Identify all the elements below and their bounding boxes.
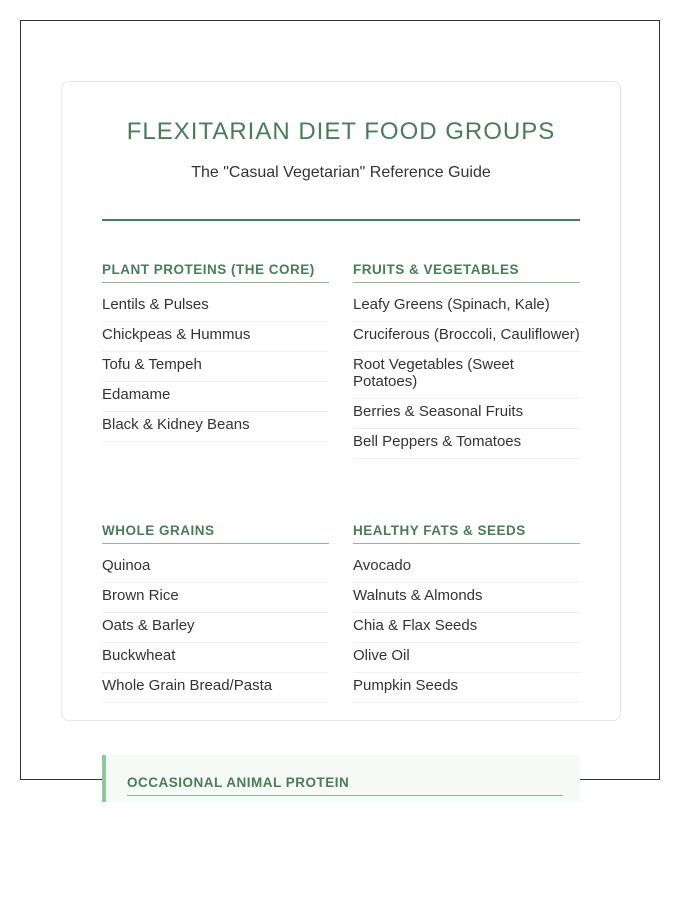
list-item: Berries & Seasonal Fruits: [353, 399, 580, 429]
food-list: [102, 292, 329, 442]
food-list: [353, 292, 580, 459]
list-item: Root Vegetables (Sweet Potatoes): [353, 352, 580, 399]
section-heading: FRUITS & VEGETABLES: [353, 262, 580, 283]
list-item: Brown Rice: [102, 583, 329, 613]
section-whole-grains: [102, 523, 329, 703]
section-heading: HEALTHY FATS & SEEDS: [353, 523, 580, 544]
list-item: Olive Oil: [353, 643, 580, 673]
list-item: Chia & Flax Seeds: [353, 613, 580, 643]
list-item: Black & Kidney Beans: [102, 412, 329, 442]
section-fruits-vegetables: [353, 262, 580, 459]
list-item: Avocado: [353, 553, 580, 583]
food-list: [102, 553, 329, 703]
list-item: Leafy Greens (Spinach, Kale): [353, 292, 580, 322]
page-subtitle: The "Casual Vegetarian" Reference Guide: [191, 164, 491, 181]
list-item: Whole Grain Bread/Pasta: [102, 673, 329, 703]
section-heading: PLANT PROTEINS (THE CORE): [102, 262, 329, 283]
list-item: Buckwheat: [102, 643, 329, 673]
list-item: Bell Peppers & Tomatoes: [353, 429, 580, 459]
section-plant-proteins: [102, 262, 329, 442]
list-item: Edamame: [102, 382, 329, 412]
list-item: Cruciferous (Broccoli, Cauliflower): [353, 322, 580, 352]
page-title: FLEXITARIAN DIET FOOD GROUPS: [126, 118, 556, 145]
list-item: Tofu & Tempeh: [102, 352, 329, 382]
list-item: Oats & Barley: [102, 613, 329, 643]
title-divider: [102, 219, 580, 221]
list-item: Chickpeas & Hummus: [102, 322, 329, 352]
section-occasional-animal-protein: [102, 755, 580, 802]
list-item: Pumpkin Seeds: [353, 673, 580, 703]
section-heading: WHOLE GRAINS: [102, 523, 329, 544]
food-list: [353, 553, 580, 703]
list-item: Lentils & Pulses: [102, 292, 329, 322]
list-item: Quinoa: [102, 553, 329, 583]
section-healthy-fats-seeds: [353, 523, 580, 703]
section-heading: OCCASIONAL ANIMAL PROTEIN: [127, 775, 563, 796]
list-item: Walnuts & Almonds: [353, 583, 580, 613]
